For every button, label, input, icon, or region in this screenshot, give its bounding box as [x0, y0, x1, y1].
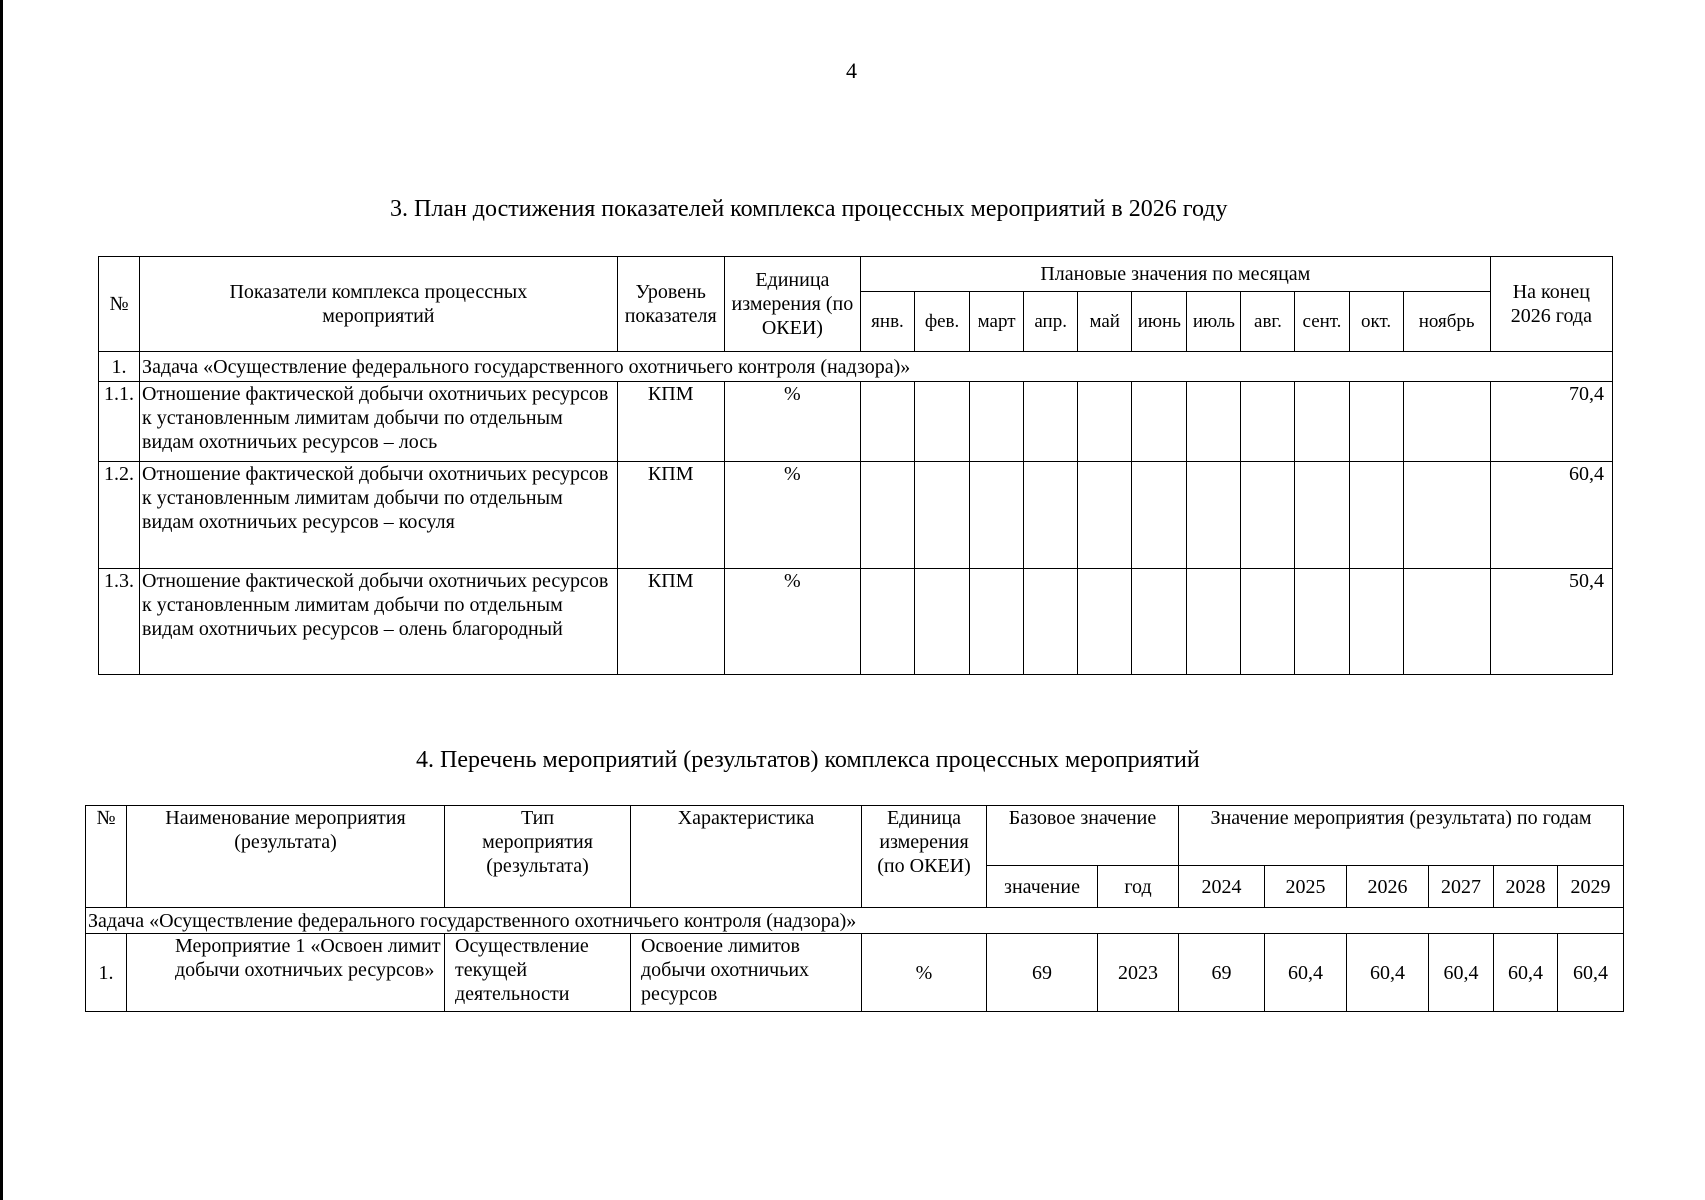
measure-name: Мероприятие 1 «Освоен лимит добычи охотничьих ресурсов» — [127, 934, 445, 1012]
month-header: май — [1078, 292, 1132, 352]
month-value-cell — [1024, 382, 1078, 462]
month-value-cell — [1241, 569, 1295, 675]
base-year-subheader: год — [1098, 866, 1179, 908]
month-value-cell — [1024, 569, 1078, 675]
month-value-cell — [1241, 382, 1295, 462]
month-value-cell — [1078, 462, 1132, 569]
col-num-header: № — [86, 806, 127, 908]
month-value-cell — [1403, 382, 1490, 462]
month-value-cell — [860, 462, 914, 569]
month-value-cell — [1187, 382, 1241, 462]
month-header: март — [970, 292, 1024, 352]
month-header: апр. — [1024, 292, 1078, 352]
indicator-name: Отношение фактической добычи охотничьих ресурсов к установленным лимитам добычи по отдельным видам охотничьих ресурсов – косуля — [140, 462, 618, 569]
year-value: 60,4 — [1265, 934, 1347, 1012]
row-number: 1.1. — [99, 382, 140, 462]
month-value-cell — [970, 462, 1024, 569]
month-value-cell — [1132, 462, 1187, 569]
base-value: 69 — [987, 934, 1098, 1012]
year-value: 60,4 — [1494, 934, 1558, 1012]
table-row — [99, 462, 1613, 569]
task-description: Задача «Осуществление федерального государственного охотничьего контроля (надзора)» — [86, 908, 1624, 934]
month-value-cell — [915, 569, 970, 675]
col-end-value-header: На конец 2026 года — [1490, 257, 1612, 352]
table-row — [99, 382, 1613, 462]
col-unit-header: Единица измерения (по ОКЕИ) — [862, 806, 987, 908]
month-value-cell — [1241, 462, 1295, 569]
year-header: 2028 — [1494, 866, 1558, 908]
end-value: 60,4 — [1490, 462, 1612, 569]
measure-characteristic: Освоение лимитов добычи охотничьих ресурсов — [631, 934, 862, 1012]
col-level-header: Уровень показателя — [617, 257, 724, 352]
year-header: 2025 — [1265, 866, 1347, 908]
indicator-unit: % — [724, 462, 860, 569]
base-value-subheader: значение — [987, 866, 1098, 908]
task-description: Задача «Осуществление федерального государственного охотничьего контроля (надзора)» — [140, 352, 1613, 382]
col-num-header: № — [99, 257, 140, 352]
month-header: сент. — [1295, 292, 1349, 352]
indicator-unit: % — [724, 569, 860, 675]
year-value: 60,4 — [1347, 934, 1429, 1012]
task-number: 1. — [99, 352, 140, 382]
month-value-cell — [1403, 462, 1490, 569]
base-year: 2023 — [1098, 934, 1179, 1012]
month-value-cell — [1403, 569, 1490, 675]
end-value: 50,4 — [1490, 569, 1612, 675]
yearly-values-header: Значение мероприятия (результата) по годам — [1179, 806, 1624, 866]
year-value: 60,4 — [1558, 934, 1624, 1012]
month-header: июль — [1187, 292, 1241, 352]
year-value: 60,4 — [1429, 934, 1494, 1012]
year-header: 2029 — [1558, 866, 1624, 908]
scan-left-edge — [0, 0, 3, 1200]
indicator-level: КПМ — [617, 462, 724, 569]
col-type-header: Тип мероприятия (результата) — [445, 806, 631, 908]
month-header: окт. — [1349, 292, 1403, 352]
month-value-cell — [1132, 569, 1187, 675]
table-row — [86, 934, 1624, 1012]
base-value-header: Базовое значение — [987, 806, 1179, 866]
indicator-level: КПМ — [617, 569, 724, 675]
month-value-cell — [860, 569, 914, 675]
month-value-cell — [1349, 382, 1403, 462]
month-value-cell — [1295, 382, 1349, 462]
month-value-cell — [915, 462, 970, 569]
row-number: 1.2. — [99, 462, 140, 569]
table-row — [99, 569, 1613, 675]
month-header: ноябрь — [1403, 292, 1490, 352]
end-value: 70,4 — [1490, 382, 1612, 462]
year-header: 2024 — [1179, 866, 1265, 908]
month-value-cell — [1132, 382, 1187, 462]
indicator-name: Отношение фактической добычи охотничьих ресурсов к установленным лимитам добычи по отдельным видам охотничьих ресурсов – лось — [140, 382, 618, 462]
col-unit-header: Единица измерения (по ОКЕИ) — [724, 257, 860, 352]
measures-table — [85, 805, 1624, 1012]
month-value-cell — [1349, 462, 1403, 569]
year-header: 2026 — [1347, 866, 1429, 908]
indicator-level: КПМ — [617, 382, 724, 462]
row-number: 1.3. — [99, 569, 140, 675]
row-number: 1. — [86, 934, 127, 1012]
col-name-header: Наименование мероприятия (результата) — [127, 806, 445, 908]
month-header: фев. — [915, 292, 970, 352]
month-value-cell — [1349, 569, 1403, 675]
indicators-plan-table — [98, 256, 1613, 675]
month-value-cell — [860, 382, 914, 462]
indicator-unit: % — [724, 382, 860, 462]
month-value-cell — [970, 382, 1024, 462]
month-value-cell — [915, 382, 970, 462]
year-header: 2027 — [1429, 866, 1494, 908]
month-value-cell — [1187, 569, 1241, 675]
col-indicator-header: Показатели комплекса процессных мероприятий — [140, 257, 618, 352]
measure-type: Осуществление текущей деятельности — [445, 934, 631, 1012]
month-value-cell — [1295, 462, 1349, 569]
section4-title: 4. Перечень мероприятий (результатов) комплекса процессных мероприятий — [416, 747, 1200, 773]
page-number: 4 — [846, 58, 857, 83]
month-value-cell — [1187, 462, 1241, 569]
month-header: авг. — [1241, 292, 1295, 352]
month-value-cell — [1295, 569, 1349, 675]
month-value-cell — [1078, 569, 1132, 675]
month-header: янв. — [860, 292, 914, 352]
month-value-cell — [1024, 462, 1078, 569]
month-value-cell — [970, 569, 1024, 675]
month-value-cell — [1078, 382, 1132, 462]
indicator-name: Отношение фактической добычи охотничьих ресурсов к установленным лимитам добычи по отдельным видам охотничьих ресурсов – олень благородный — [140, 569, 618, 675]
month-header: июнь — [1132, 292, 1187, 352]
year-value: 69 — [1179, 934, 1265, 1012]
planned-values-header: Плановые значения по месяцам — [860, 257, 1490, 292]
measure-unit: % — [862, 934, 987, 1012]
section3-title: 3. План достижения показателей комплекса процессных мероприятий в 2026 году — [390, 196, 1228, 222]
col-characteristic-header: Характеристика — [631, 806, 862, 908]
